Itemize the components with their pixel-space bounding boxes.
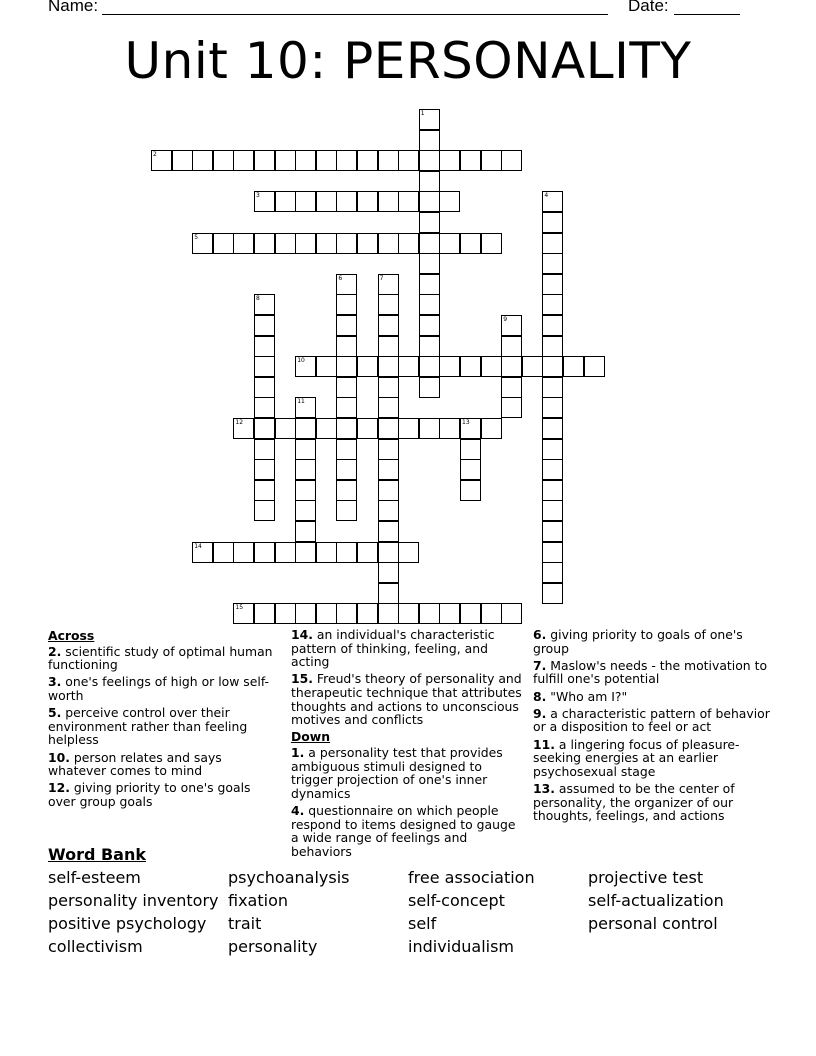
word-bank-title: Word Bank [48,845,147,864]
clue-number: 15 [235,604,244,612]
crossword-cell[interactable] [419,233,440,254]
crossword-cell[interactable] [439,603,460,624]
word-bank-item: self [408,914,437,933]
word-bank-item: personal control [588,914,718,933]
crossword-cell[interactable] [316,233,337,254]
word-bank-item: fixation [228,891,288,910]
word-bank-item: personality inventory [48,891,219,910]
word-bank-item: self-esteem [48,868,141,887]
crossword-cell[interactable] [542,459,563,480]
clue-number: 11 [297,398,305,406]
clue-number: 13 [462,419,470,426]
crossword-cell[interactable] [254,397,275,418]
crossword-cell[interactable] [481,418,502,439]
crossword-cell[interactable] [275,233,296,254]
crossword-cell[interactable] [460,150,481,171]
clue-down-11: 11. a lingering focus of pleasure-seeking energies at an earlier psychosexual stage [533,736,740,779]
crossword-cell[interactable] [460,459,481,480]
crossword-cell[interactable] [378,500,399,521]
across-heading: Across [48,628,95,643]
crossword-cell[interactable] [460,418,481,439]
crossword-cell[interactable] [378,397,399,418]
crossword-cell[interactable] [254,191,275,212]
clue-number: 4 [544,192,549,200]
crossword-cell[interactable] [316,603,337,624]
crossword-cell[interactable] [336,191,357,212]
crossword-cell[interactable] [213,233,234,254]
crossword-cell[interactable] [584,356,605,377]
crossword-cell[interactable] [542,439,563,460]
crossword-cell[interactable] [419,150,440,171]
crossword-cell[interactable] [398,150,419,171]
crossword-cell[interactable] [439,233,460,254]
crossword-cell[interactable] [336,542,357,563]
clue-number: 10 [297,357,305,365]
crossword-cell[interactable] [378,294,399,315]
clue-across-15: 15. Freud's theory of personality and therapeutic technique that attributes thoughts and actions to unconscious motives and conflicts [291,671,522,728]
clue-across-14: 14. an individual's characteristic pattern of thinking, feeling, and acting [291,627,495,670]
crossword-cell[interactable] [295,233,316,254]
crossword-cell[interactable] [460,233,481,254]
clue-down-1: 1. a personality test that provides ambiguous stimuli designed to trigger projection of one's inner dynamics [291,744,503,801]
crossword-cell[interactable] [275,150,296,171]
crossword-cell[interactable] [378,274,399,295]
clue-column-3 [533,628,773,826]
crossword-cell[interactable] [357,418,378,439]
crossword-cell[interactable] [501,336,522,357]
crossword-cell[interactable] [398,233,419,254]
clue-column-1 [48,628,280,812]
crossword-cell[interactable] [336,233,357,254]
crossword-cell[interactable] [336,500,357,521]
clue-number: 3 [256,192,260,200]
crossword-cell[interactable] [501,603,522,624]
crossword-cell[interactable] [295,603,316,624]
clue-number: 5 [194,233,199,241]
crossword-cell[interactable] [419,253,440,274]
crossword-cell[interactable] [254,294,275,315]
crossword-cell[interactable] [254,480,275,501]
crossword-cell[interactable] [481,233,502,254]
crossword-cell[interactable] [254,233,275,254]
crossword-cell[interactable] [295,439,316,460]
word-bank-item: positive psychology [48,914,207,933]
crossword-cell[interactable] [398,418,419,439]
crossword-cell[interactable] [254,418,275,439]
clue-across-2: 2. scientific study of optimal human functioning [48,643,273,673]
crossword-cell[interactable] [336,418,357,439]
crossword-cell[interactable] [542,562,563,583]
crossword-cell[interactable] [378,521,399,542]
crossword-cell[interactable] [213,150,234,171]
crossword-cell[interactable] [378,191,399,212]
crossword-cell[interactable] [501,356,522,377]
date-label: Date: [628,0,669,15]
crossword-cell[interactable] [419,377,440,398]
word-bank-item: self-concept [408,891,505,910]
crossword-cell[interactable] [233,542,254,563]
crossword-cell[interactable] [254,603,275,624]
crossword-cell[interactable] [336,480,357,501]
crossword-cell[interactable] [192,542,213,563]
crossword-cell[interactable] [563,356,584,377]
crossword-cell[interactable] [336,439,357,460]
crossword-cell[interactable] [378,418,399,439]
crossword-cell[interactable] [419,356,440,377]
crossword-cell[interactable] [295,418,316,439]
crossword-cell[interactable] [336,315,357,336]
crossword-cell[interactable] [501,377,522,398]
crossword-cell[interactable] [481,603,502,624]
crossword-cell[interactable] [542,253,563,274]
clue-number: 6 [338,274,343,282]
crossword-cell[interactable] [336,150,357,171]
crossword-cell[interactable] [419,212,440,233]
crossword-cell[interactable] [542,377,563,398]
crossword-cell[interactable] [542,542,563,563]
crossword-cell[interactable] [542,480,563,501]
clue-column-2 [291,628,523,862]
crossword-cell[interactable] [172,150,193,171]
word-bank-item: psychoanalysis [228,868,350,887]
crossword-cell[interactable] [336,356,357,377]
crossword-cell[interactable] [378,542,399,563]
crossword-cell[interactable] [233,150,254,171]
crossword-cell[interactable] [357,233,378,254]
word-bank-item: projective test [588,868,704,887]
crossword-cell[interactable] [378,562,399,583]
word-bank-item: collectivism [48,937,143,956]
crossword-cell[interactable] [378,233,399,254]
crossword-cell[interactable] [378,603,399,624]
crossword-cell[interactable] [275,603,296,624]
crossword-cell[interactable] [542,294,563,315]
crossword-cell[interactable] [357,150,378,171]
crossword-cell[interactable] [233,418,254,439]
clue-down-6: 6. giving priority to goals of one's group [533,627,743,656]
crossword-cell[interactable] [522,356,543,377]
crossword-cell[interactable] [378,480,399,501]
clue-down-4: 4. questionnaire on which people respond to items designed to gauge a wide range of feelings and behaviors [291,802,516,859]
crossword-cell[interactable] [419,130,440,151]
crossword-cell[interactable] [439,418,460,439]
crossword-cell[interactable] [254,336,275,357]
name-label: Name: [48,0,99,15]
crossword-cell[interactable] [233,603,254,624]
crossword-cell[interactable] [295,521,316,542]
crossword-cell[interactable] [254,356,275,377]
crossword-cell[interactable] [336,336,357,357]
page-title: Unit 10: PERSONALITY [124,32,692,90]
crossword-cell[interactable] [316,418,337,439]
crossword-cell[interactable] [542,500,563,521]
crossword-cell[interactable] [378,315,399,336]
clue-number: 2 [153,151,157,159]
crossword-cell[interactable] [295,150,316,171]
crossword-cell[interactable] [542,191,563,212]
crossword-cell[interactable] [295,542,316,563]
crossword-cell[interactable] [542,212,563,233]
crossword-cell[interactable] [398,603,419,624]
crossword-cell[interactable] [254,439,275,460]
crossword-cell[interactable] [398,356,419,377]
clue-across-3: 3. one's feelings of high or low self-worth [48,674,269,703]
crossword-cell[interactable] [542,274,563,295]
crossword-cell[interactable] [542,233,563,254]
clue-number: 8 [256,295,260,303]
crossword-cell[interactable] [398,542,419,563]
clue-number: 12 [235,419,244,426]
clue-across-5: 5. perceive control over their environment rather than feeling helpless [48,705,248,748]
crossword-cell[interactable] [295,480,316,501]
crossword-cell[interactable] [378,150,399,171]
crossword-cell[interactable] [378,583,399,604]
crossword-cell[interactable] [378,356,399,377]
crossword-cell[interactable] [419,171,440,192]
word-bank-item: self-actualization [588,891,724,910]
crossword-cell[interactable] [378,459,399,480]
down-heading: Down [291,729,331,745]
crossword-cell[interactable] [192,150,213,171]
crossword-cell[interactable] [357,603,378,624]
word-bank-item: personality [228,937,318,956]
crossword-cell[interactable] [316,150,337,171]
crossword-cell[interactable] [357,356,378,377]
crossword-cell[interactable] [316,191,337,212]
crossword-cell[interactable] [295,459,316,480]
clue-across-10: 10. person relates and says whatever comes to mind [48,749,222,779]
crossword-cell[interactable] [254,459,275,480]
crossword-cell[interactable] [295,397,316,418]
crossword-cell[interactable] [254,377,275,398]
crossword-cell[interactable] [254,542,275,563]
word-bank-item: individualism [408,937,515,956]
clue-number: 7 [379,274,384,282]
crossword-cell[interactable] [501,315,522,336]
crossword-cell[interactable] [419,418,440,439]
clue-down-9: 9. a characteristic pattern of behavior or a disposition to feel or act [533,705,770,735]
crossword-cell[interactable] [439,150,460,171]
clue-down-13: 13. assumed to be the center of personality, the organizer of our thoughts, feelings, and actions [533,780,735,824]
crossword-cell[interactable] [419,315,440,336]
clue-down-8: 8. "Who am I?" [533,688,628,704]
crossword-cell[interactable] [378,336,399,357]
crossword-cell[interactable] [151,150,172,171]
crossword-cell[interactable] [460,603,481,624]
crossword-cell[interactable] [439,356,460,377]
crossword-cell[interactable] [233,233,254,254]
crossword-cell[interactable] [378,439,399,460]
crossword-cell[interactable] [213,542,234,563]
crossword-cell[interactable] [460,480,481,501]
crossword-cell[interactable] [460,439,481,460]
crossword-cell[interactable] [542,356,563,377]
crossword-cell[interactable] [254,150,275,171]
crossword-cell[interactable] [254,500,275,521]
crossword-cell[interactable] [357,542,378,563]
crossword-cell[interactable] [460,356,481,377]
crossword-cell[interactable] [542,418,563,439]
crossword-cell[interactable] [254,315,275,336]
crossword-cell[interactable] [398,191,419,212]
crossword-cell[interactable] [336,397,357,418]
crossword-cell[interactable] [336,294,357,315]
clue-number: 14 [194,542,202,550]
crossword-cell[interactable] [481,356,502,377]
word-bank-item: free association [408,868,535,887]
crossword-cell[interactable] [357,191,378,212]
crossword-cell[interactable] [275,191,296,212]
crossword-cell[interactable] [336,377,357,398]
crossword-cell[interactable] [419,336,440,357]
crossword-cell[interactable] [542,397,563,418]
crossword-cell[interactable] [419,294,440,315]
crossword-cell[interactable] [419,603,440,624]
crossword-cell[interactable] [336,459,357,480]
crossword-cell[interactable] [336,274,357,295]
crossword-cell[interactable] [275,418,296,439]
crossword-cell[interactable] [336,603,357,624]
crossword-cell[interactable] [295,500,316,521]
clue-down-7: 7. Maslow's needs - the motivation to fulfill one's potential [533,657,768,687]
word-bank-item: trait [228,914,262,933]
crossword-cell[interactable] [419,109,440,130]
crossword-cell[interactable] [501,397,522,418]
crossword-cell[interactable] [192,233,213,254]
crossword-cell[interactable] [542,336,563,357]
crossword-cell[interactable] [316,356,337,377]
crossword-cell[interactable] [295,356,316,377]
crossword-cell[interactable] [419,191,440,212]
clue-number: 1 [420,110,425,117]
crossword-cell[interactable] [501,150,522,171]
crossword-cell[interactable] [542,521,563,542]
crossword-cell[interactable] [378,377,399,398]
word-bank [48,867,768,958]
crossword-cell[interactable] [295,191,316,212]
crossword-cell[interactable] [542,315,563,336]
crossword-cell[interactable] [439,191,460,212]
clue-number: 9 [503,316,508,323]
crossword-cell[interactable] [419,274,440,295]
crossword-cell[interactable] [481,150,502,171]
crossword-cell[interactable] [275,542,296,563]
crossword-cell[interactable] [316,542,337,563]
crossword-cell[interactable] [542,583,563,604]
clue-across-12: 12. giving priority to one's goals over group goals [48,780,251,809]
